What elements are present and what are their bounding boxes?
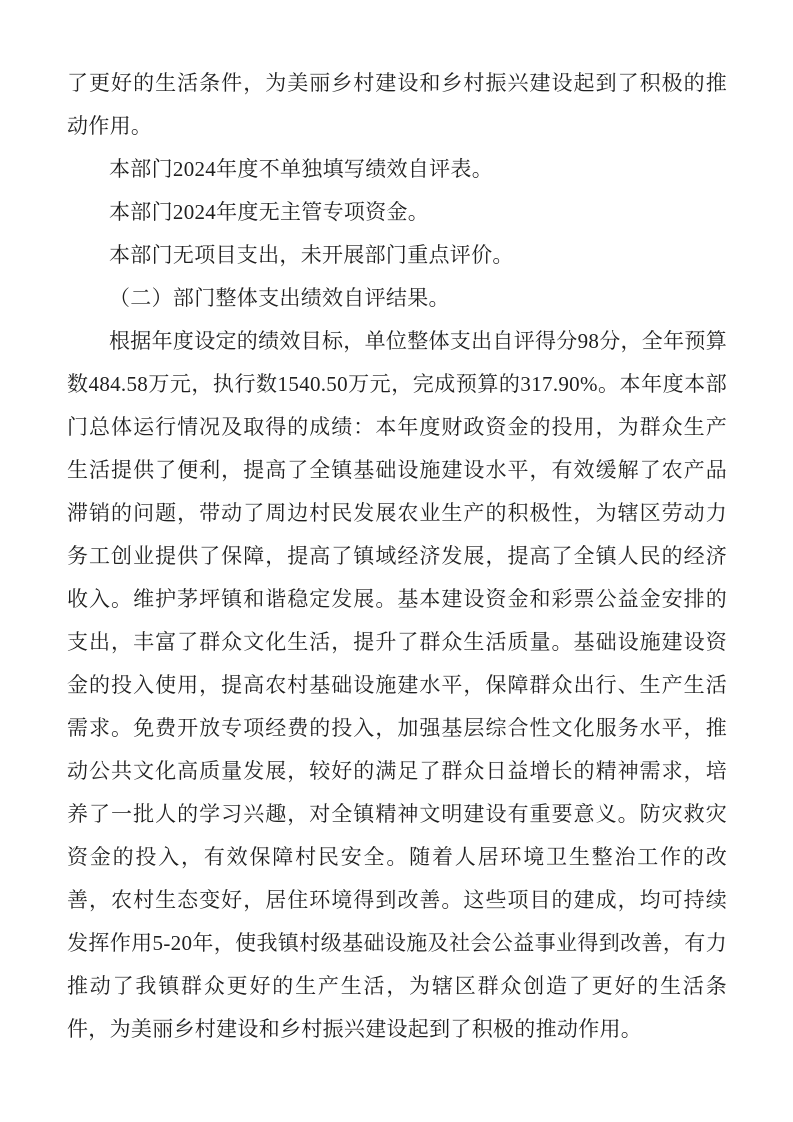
paragraph: 本部门2024年度无主管专项资金。 [109,200,430,224]
paragraph: 根据年度设定的绩效目标，单位整体支出自评得分98分，全年预算数484.58万元，执行数1540.50万元，完成预算的317.90%。本年度本部门总体运行情况及取得的成绩：本年度财政资金的投用，为群众生产生活提供了便利，提高了全镇基础设施建设水平，有效缓解了农产品滞销的问题，带动了周边村民发展农业生产的积极性，为辖区劳动力务工创业提供了保障，提高了镇域经济发展，提高了全镇人民的经济收入。维护茅坪镇和谐稳定发展。基本建设资金和彩票公益金安排的支出，丰富了群众文化生活，提升了群众生活质量。基础设施建设资金的投入使用，提高农村基础设施建水平，保障群众出行、生产生活需求。免费开放专项经费的投入，加强基层综合性文化服务水平，推动公共文化高质量发展，较好的满足了群众日益增长的精神需求，培养了一批人的学习兴趣，对全镇精神文明建设有重要意义。防灾救灾资金的投入，有效保障村民安全。随着人居环境卫生整治工作的改善，农村生态变好，居住环境得到改善。这些项目的建成，均可持续发挥作用5-20年，使我镇村级基础设施及社会公益事业得到改善，有力推动了我镇群众更好的生产生活，为辖区群众创造了更好的生活条件，为美丽乡村建设和乡村振兴建设起到了积极的推动作用。 [67,329,727,1041]
paragraph: 本部门无项目支出，未开展部门重点评价。 [109,243,514,267]
paragraph: 本部门2024年度不单独填写绩效自评表。 [109,157,493,181]
paragraph: 了更好的生活条件，为美丽乡村建设和乡村振兴建设起到了积极的推动作用。 [67,71,727,138]
paragraph: （二）部门整体支出绩效自评结果。 [109,286,450,310]
report-body-text [67,62,727,1051]
